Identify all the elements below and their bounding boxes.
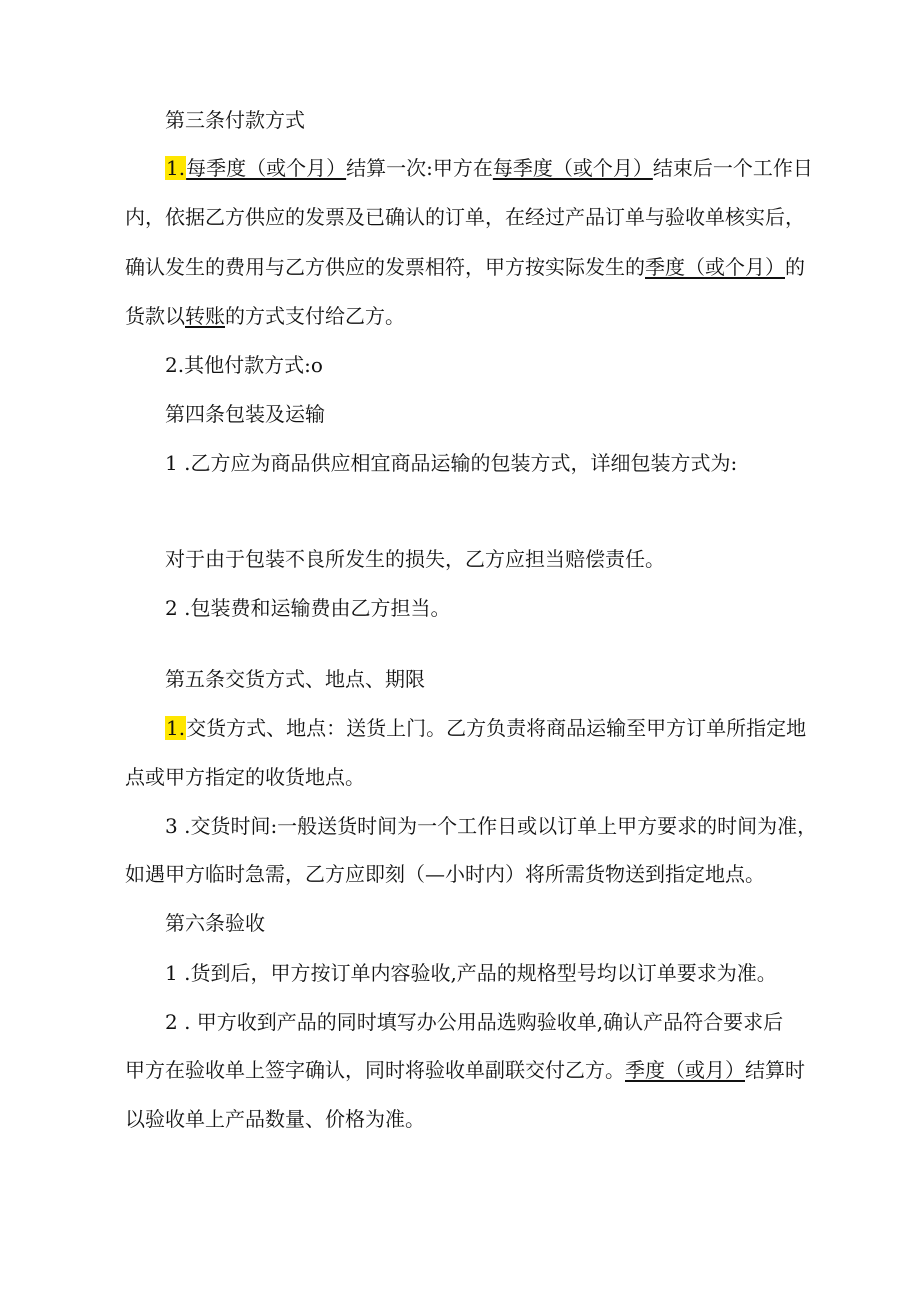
section-3-title: 第三条付款方式	[165, 108, 305, 132]
text-run: 的	[785, 255, 805, 279]
section-4-title: 第四条包装及运输	[165, 402, 325, 426]
section-5-clause-1-line-2: 点或甲方指定的收货地点。	[125, 765, 365, 789]
text-run: 结束后一个工作日	[652, 156, 813, 180]
section-3-clause-1-line-2: 内，依据乙方供应的发票及已确认的订单，在经过产品订单与验收单核实后，	[125, 205, 805, 229]
section-3-clause-1-line-1	[165, 154, 813, 182]
underlined-term: 每季度（或个月）	[492, 156, 653, 180]
underlined-term: 季度（或月）	[625, 1058, 745, 1082]
underlined-term: 转账	[185, 304, 225, 328]
section-3-clause-2: 2.其他付款方式:o	[165, 353, 323, 377]
text-run: 结算一次:甲方在	[346, 156, 493, 180]
section-4-clause-2: 2 .包装费和运输费由乙方担当。	[165, 596, 451, 620]
section-5-clause-3-line-1: 3 .交货时间:一般送货时间为一个工作日或以订单上甲方要求的时间为准，	[165, 814, 818, 838]
section-6-clause-2-line-1: 2 . 甲方收到产品的同时填写办公用品选购验收单,确认产品符合要求后	[165, 1010, 784, 1034]
text-run: 甲方在验收单上签字确认，同时将验收单副联交付乙方。	[125, 1058, 625, 1082]
section-5-clause-3-line-2: 如遇甲方临时急需，乙方应即刻（—小时内）将所需货物送到指定地点。	[125, 862, 765, 886]
text-run: 交货方式、地点：送货上门。乙方负责将商品运输至甲方订单所指定地	[186, 716, 807, 740]
section-5-title: 第五条交货方式、地点、期限	[165, 667, 425, 691]
underlined-term: 季度（或个月）	[645, 255, 785, 279]
section-4-clause-1-continued: 对于由于包装不良所发生的损失，乙方应担当赔偿责任。	[165, 547, 665, 571]
text-run: 确认发生的费用与乙方供应的发票相符，甲方按实际发生的	[125, 255, 645, 279]
section-4-clause-1: 1 .乙方应为商品供应相宜商品运输的包装方式，详细包装方式为:	[165, 451, 738, 475]
text-run: 结算时	[745, 1058, 805, 1082]
section-6-clause-2-line-2	[125, 1056, 805, 1084]
section-6-title: 第六条验收	[165, 911, 265, 935]
text-run: 货款以	[125, 304, 185, 328]
text-run: 的方式支付给乙方。	[225, 304, 405, 328]
section-6-clause-1: 1 .货到后，甲方按订单内容验收,产品的规格型号均以订单要求为准。	[165, 961, 777, 985]
section-6-clause-2-line-3: 以验收单上产品数量、价格为准。	[125, 1107, 425, 1131]
highlighted-number: 1.	[166, 716, 186, 740]
section-3-clause-1-line-4	[125, 302, 405, 330]
underlined-term: 每季度（或个月）	[186, 156, 347, 180]
section-5-clause-1-line-1	[165, 714, 806, 742]
section-3-clause-1-line-3	[125, 253, 805, 281]
highlighted-number: 1.	[166, 156, 186, 180]
